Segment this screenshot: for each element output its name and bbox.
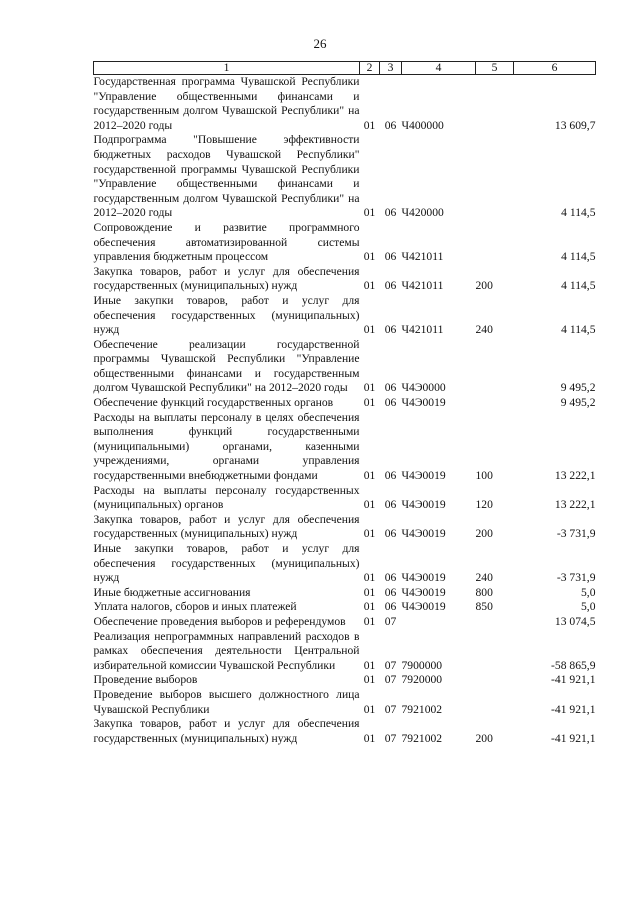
row-expense-type-code: 850: [475, 600, 493, 614]
row-subsection-code: 07: [384, 658, 397, 672]
table-row: [94, 600, 596, 615]
row-amount: 13 609,7: [554, 118, 596, 132]
budget-table: [93, 61, 596, 746]
row-target-code: Ч420000: [401, 206, 444, 220]
table-row: [94, 75, 596, 134]
header-col-4: 4: [402, 62, 476, 75]
row-amount: 13 222,1: [554, 498, 596, 512]
table-row: [94, 294, 596, 338]
row-target-code: Ч421011: [401, 279, 444, 293]
row-expense-type-code: 120: [475, 498, 493, 512]
row-subsection-code: 06: [384, 250, 397, 264]
row-subsection-code: 06: [384, 381, 397, 395]
row-subsection-code: 06: [384, 469, 397, 483]
row-amount: -41 921,1: [551, 702, 596, 716]
row-name: Государственная программа Чувашской Республики "Управление общественными финансами и государственным долгом Чувашской Республики" на 2012–2020 годы: [93, 75, 360, 132]
row-target-code: Ч421011: [401, 250, 444, 264]
row-name: Сопровождение и развитие программного обеспечения автоматизированной системы управления бюджетным процессом: [93, 220, 360, 264]
row-expense-type-code: 800: [475, 585, 493, 599]
row-target-code: 7900000: [401, 658, 443, 672]
table-row: [94, 630, 596, 674]
row-subsection-code: 06: [384, 571, 397, 585]
row-expense-type-code: [476, 396, 514, 411]
row-section-code: 01: [363, 381, 376, 395]
row-name: Реализация непрограммных направлений расходов в рамках обеспечения деятельности Центральной избирательной комиссии Чувашской Республики: [93, 629, 360, 672]
row-expense-type-code: [476, 673, 514, 688]
row-amount: 5,0: [581, 600, 596, 614]
row-amount: 4 114,5: [561, 206, 596, 220]
row-amount: -3 731,9: [556, 571, 596, 585]
row-subsection-code: 06: [384, 118, 397, 132]
row-subsection-code: 07: [384, 702, 397, 716]
row-subsection-code: 06: [384, 600, 397, 614]
row-section-code: 01: [363, 658, 376, 672]
row-name: Обеспечение реализации государственной программы Чувашской Республики "Управление общественными финансами и государственным долгом Чувашской Республики" на 2012–2020 годы: [93, 337, 360, 395]
row-target-code: Ч421011: [401, 323, 444, 337]
row-amount: -41 921,1: [551, 673, 596, 687]
row-target-code: 7921002: [401, 731, 443, 745]
row-expense-type-code: [476, 338, 514, 396]
row-section-code: 01: [363, 118, 376, 132]
row-section-code: 01: [363, 527, 376, 541]
row-target-code: 7920000: [401, 673, 443, 687]
table-row: [94, 673, 596, 688]
row-name: Уплата налогов, сборов и иных платежей: [93, 600, 297, 614]
table-row: [94, 513, 596, 542]
table-row: [94, 717, 596, 746]
header-col-1: 1: [94, 62, 360, 75]
table-header: [94, 62, 596, 75]
row-expense-type-code: 100: [475, 469, 493, 483]
row-subsection-code: 07: [384, 731, 397, 745]
row-expense-type-code: [476, 630, 514, 674]
row-amount: 4 114,5: [561, 323, 596, 337]
row-target-code: Ч400000: [401, 118, 444, 132]
row-section-code: 01: [363, 614, 376, 628]
row-section-code: 01: [363, 279, 376, 293]
row-name: Обеспечение проведения выборов и референдумов: [93, 614, 346, 628]
row-subsection-code: 06: [384, 206, 397, 220]
row-subsection-code: 06: [384, 396, 397, 410]
row-amount: -58 865,9: [551, 658, 596, 672]
header-col-2: 2: [360, 62, 380, 75]
row-expense-type-code: 240: [475, 323, 493, 337]
header-col-3: 3: [380, 62, 402, 75]
row-subsection-code: 06: [384, 323, 397, 337]
row-expense-type-code: [476, 221, 514, 265]
row-expense-type-code: [476, 688, 514, 717]
row-subsection-code: 07: [384, 614, 397, 628]
row-name: Иные закупки товаров, работ и услуг для обеспечения государственных (муниципальных) нужд: [93, 542, 360, 585]
row-subsection-code: 07: [384, 673, 397, 687]
header-col-5: 5: [476, 62, 514, 75]
row-section-code: 01: [363, 571, 376, 585]
row-expense-type-code: 200: [475, 527, 493, 541]
table-row: [94, 542, 596, 586]
page-number: 26: [313, 36, 327, 51]
row-name: Закупка товаров, работ и услуг для обеспечения государственных (муниципальных) нужд: [93, 264, 360, 293]
row-amount: 13 074,5: [554, 614, 596, 628]
row-name: Расходы на выплаты персоналу в целях обеспечения выполнения функций государственными (муниципальными) органами, казенными учреждениями, органами управления государственными внебюджетными фондами: [93, 410, 360, 483]
table-row: [94, 338, 596, 396]
header-row: [94, 62, 596, 75]
row-target-code: Ч4Э0019: [401, 396, 446, 410]
row-section-code: 01: [363, 396, 376, 410]
table-row: [94, 396, 596, 411]
row-section-code: 01: [363, 702, 376, 716]
row-amount: 9 495,2: [560, 396, 596, 410]
table-row: [94, 615, 596, 630]
row-section-code: 01: [363, 600, 376, 614]
row-section-code: 01: [363, 585, 376, 599]
row-subsection-code: 06: [384, 585, 397, 599]
row-section-code: 01: [363, 250, 376, 264]
row-section-code: 01: [363, 469, 376, 483]
row-amount: 13 222,1: [554, 469, 596, 483]
table-body: [94, 75, 596, 747]
row-expense-type-code: 240: [475, 571, 493, 585]
row-amount: 4 114,5: [561, 250, 596, 264]
row-section-code: 01: [363, 323, 376, 337]
row-amount: 4 114,5: [561, 279, 596, 293]
table-row: [94, 133, 596, 221]
table-row: [94, 411, 596, 484]
row-target-code: Ч4Э0019: [401, 498, 446, 512]
row-name: Иные бюджетные ассигнования: [93, 585, 251, 599]
table-row: [94, 688, 596, 717]
row-name: Закупка товаров, работ и услуг для обеспечения государственных (муниципальных) нужд: [93, 717, 360, 745]
table-row: [94, 484, 596, 513]
row-name: Иные закупки товаров, работ и услуг для обеспечения государственных (муниципальных) нужд: [93, 293, 360, 337]
row-expense-type-code: 200: [475, 731, 493, 745]
row-name: Обеспечение функций государственных органов: [93, 396, 334, 410]
table-row: [94, 265, 596, 294]
row-section-code: 01: [363, 673, 376, 687]
row-amount: 5,0: [581, 585, 596, 599]
table-row: [94, 586, 596, 601]
row-section-code: 01: [363, 498, 376, 512]
row-name: Проведение выборов: [93, 673, 198, 687]
row-subsection-code: 06: [384, 279, 397, 293]
row-target-code: Ч4Э0019: [401, 527, 446, 541]
row-amount: -41 921,1: [551, 731, 596, 745]
row-amount: -3 731,9: [556, 527, 596, 541]
row-target-code: Ч4Э0000: [401, 381, 446, 395]
row-expense-type-code: [476, 75, 514, 134]
row-expense-type-code: 200: [475, 279, 493, 293]
row-target-code: Ч4Э0019: [401, 585, 446, 599]
row-target-code: Ч4Э0019: [401, 571, 446, 585]
row-name: Подпрограмма "Повышение эффективности бюджетных расходов Чувашской Республики" государственной программы Чувашской Республики "Управление общественными финансами и государственным долгом Чувашской Республики" на 2012–2020 годы: [93, 133, 360, 220]
row-subsection-code: 06: [384, 527, 397, 541]
row-name: Проведение выборов высшего должностного лица Чувашской Республики: [93, 687, 360, 716]
row-name: Расходы на выплаты персоналу государственных (муниципальных) органов: [93, 483, 360, 512]
row-target-code: Ч4Э0019: [401, 469, 446, 483]
row-name: Закупка товаров, работ и услуг для обеспечения государственных (муниципальных) нужд: [93, 512, 360, 541]
row-target-code: 7921002: [401, 702, 443, 716]
table-row: [94, 221, 596, 265]
row-amount: 9 495,2: [560, 381, 596, 395]
row-expense-type-code: [476, 133, 514, 221]
row-section-code: 01: [363, 206, 376, 220]
row-target-code: Ч4Э0019: [401, 600, 446, 614]
row-target-code: [402, 615, 476, 630]
row-subsection-code: 06: [384, 498, 397, 512]
header-col-6: 6: [514, 62, 596, 75]
row-expense-type-code: [476, 615, 514, 630]
row-section-code: 01: [363, 731, 376, 745]
